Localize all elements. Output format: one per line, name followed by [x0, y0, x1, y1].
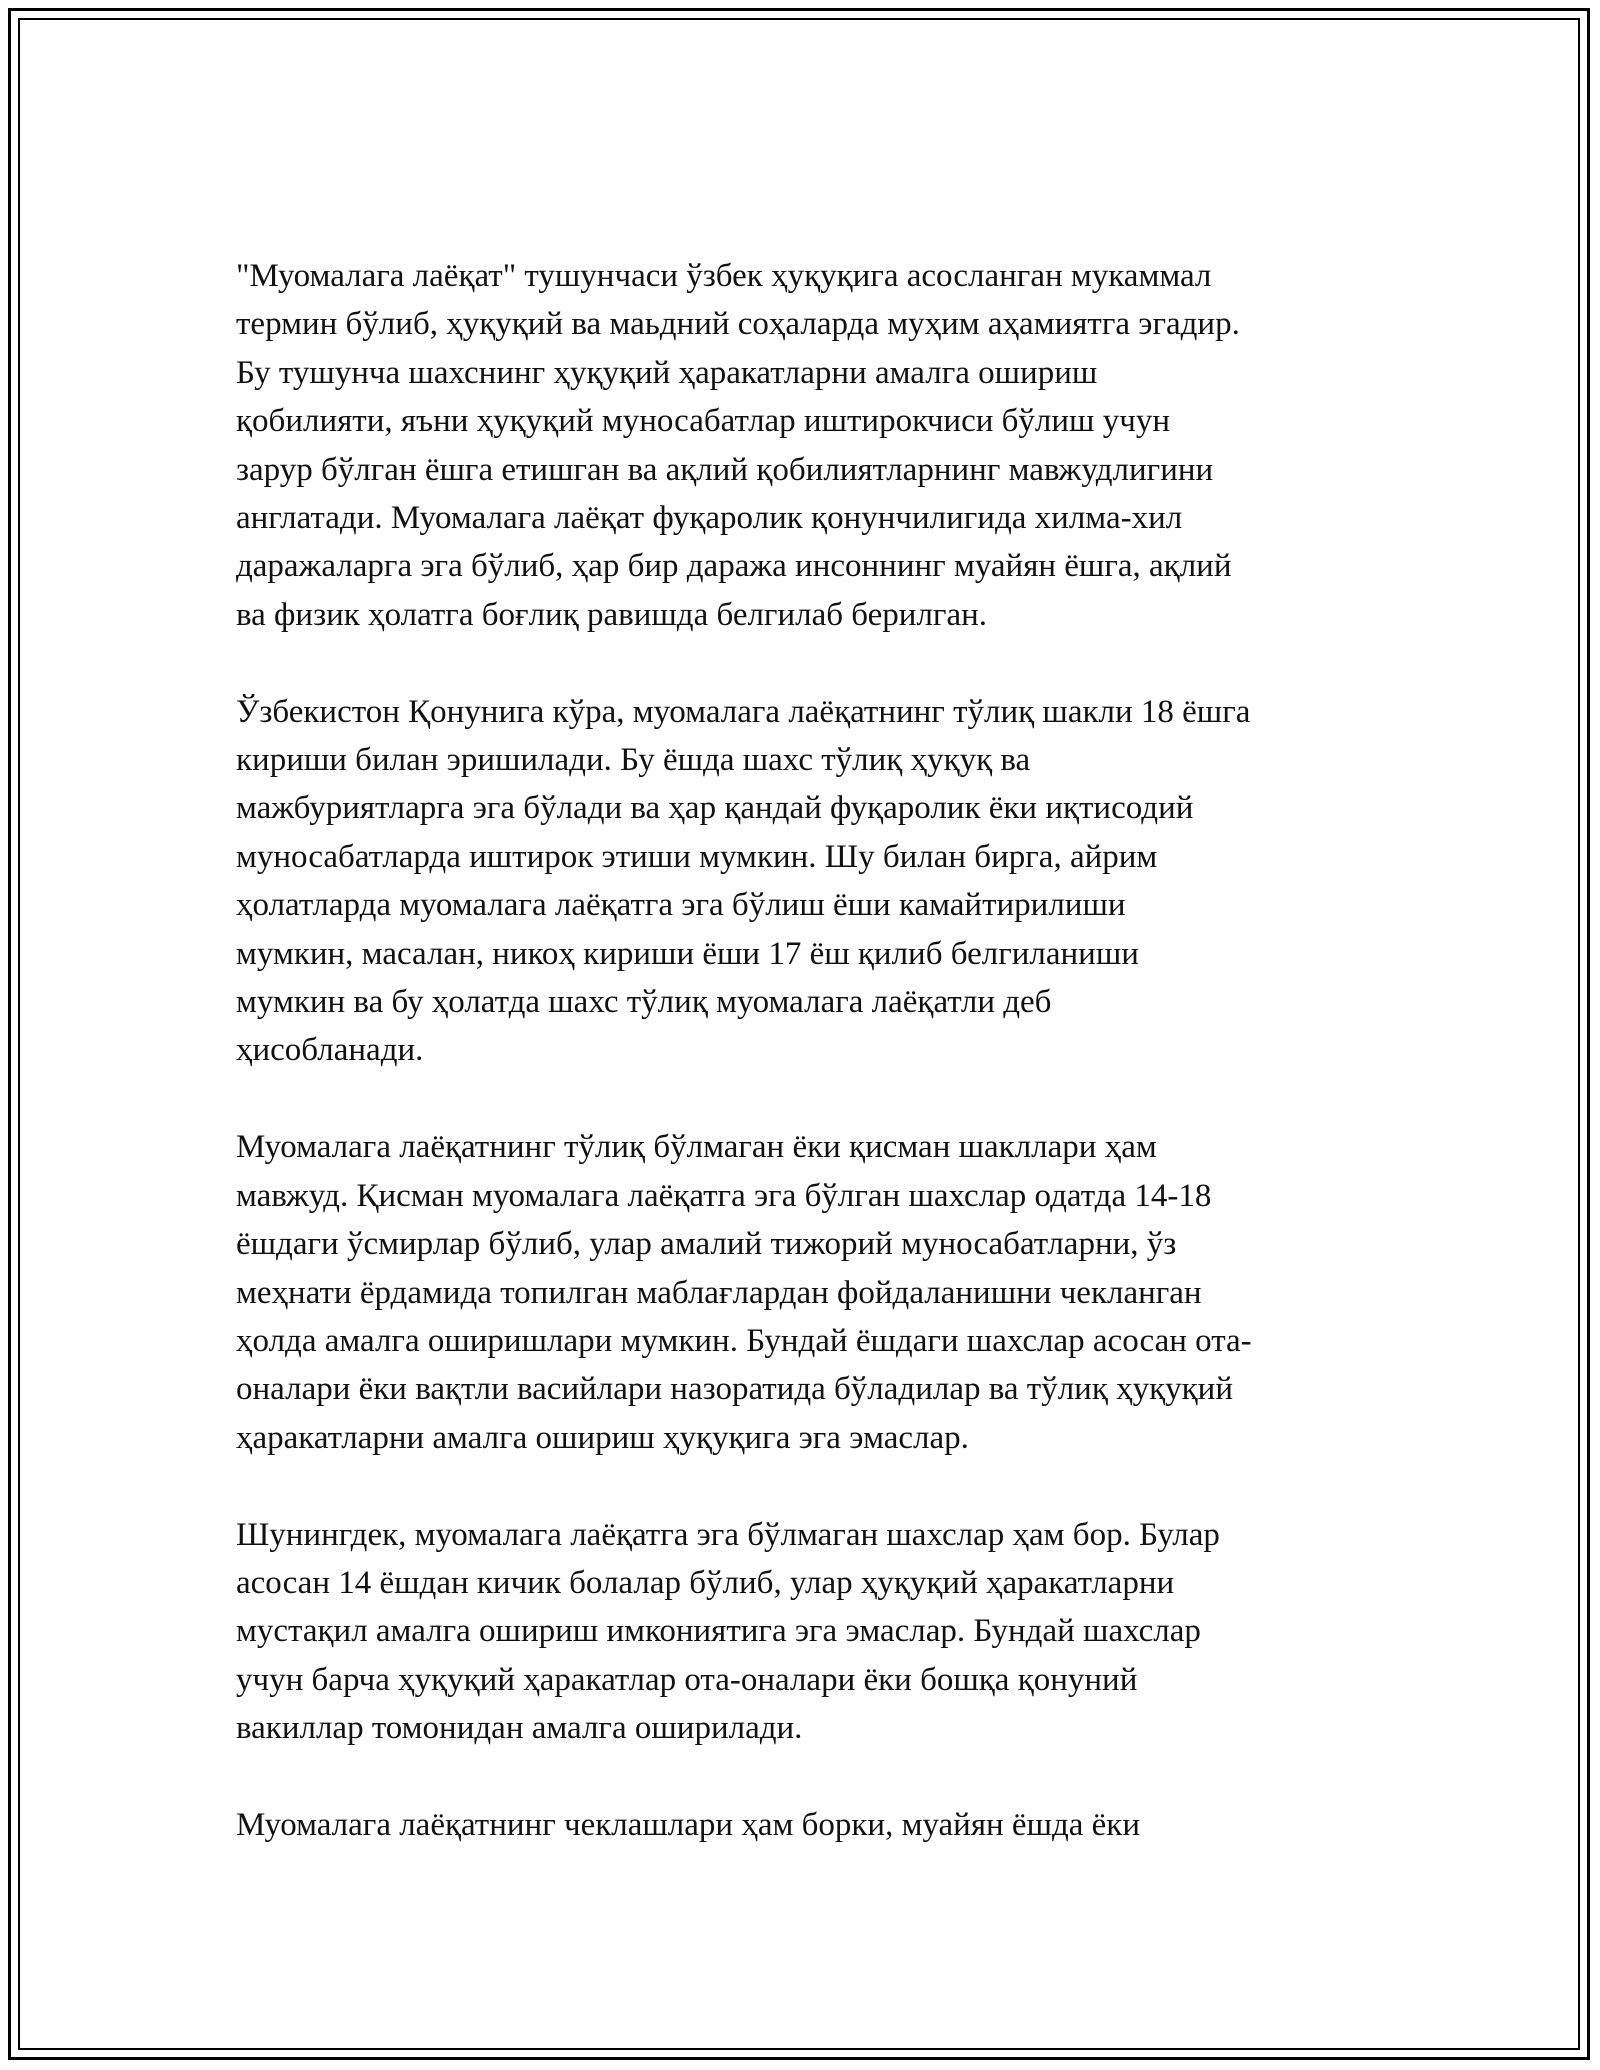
text-line: учун барча ҳуқуқий ҳаракатлар ота-оналари ёки бошқа қонуний — [236, 1661, 1138, 1698]
text-line: ва физик ҳолатга боғлиқ равишда белгилаб берилган. — [236, 596, 988, 633]
paragraph-1 — [236, 252, 1376, 639]
text-line: оналари ёки вақтли васийлари назоратида бўладилар ва тўлиқ ҳуқуқий — [236, 1371, 1233, 1408]
text-line: ёшдаги ўсмирлар бўлиб, улар амалий тижорий муносабатларни, ўз — [236, 1226, 1177, 1263]
text-line: Муомалага лаёқатнинг чеклашлари ҳам борки, муайян ёшда ёки — [236, 1806, 1141, 1843]
text-line: мажбуриятларга эга бўлади ва ҳар қандай фуқаролик ёки иқтисодий — [236, 790, 1194, 827]
paragraph-4 — [236, 1511, 1376, 1753]
text-line: мавжуд. Қисман муомалага лаёқатга эга бўлган шахслар одатда 14-18 — [236, 1177, 1212, 1214]
text-line: вакиллар томонидан амалга оширилади. — [236, 1710, 803, 1747]
text-line: зарур бўлган ёшга етишган ва ақлий қобилиятларнинг мавжудлигини — [236, 451, 1214, 488]
text-line: мумкин ва бу ҳолатда шахс тўлиқ муомалага лаёқатли деб — [236, 984, 1052, 1021]
text-line: кириши билан эришилади. Бу ёшда шахс тўлиқ ҳуқуқ ва — [236, 742, 1031, 779]
text-line: ҳисобланади. — [236, 1032, 424, 1069]
text-line: термин бўлиб, ҳуқуқий ва маьдний соҳаларда муҳим аҳамиятга эгадир. — [236, 306, 1240, 343]
text-line: қобилияти, яъни ҳуқуқий муносабатлар иштирокчиси бўлиш учун — [236, 403, 1170, 440]
text-line: Бу тушунча шахснинг ҳуқуқий ҳаракатларни амалга ошириш — [236, 354, 1098, 391]
text-line: мустақил амалга ошириш имкониятига эга эмаслар. Бундай шахслар — [236, 1613, 1201, 1650]
text-line: меҳнати ёрдамида топилган маблағлардан фойдаланишни чекланган — [236, 1274, 1202, 1311]
text-line: ҳолатларда муомалага лаёқатга эга бўлиш ёши камайтирилиши — [236, 887, 1126, 924]
paragraph-5 — [236, 1801, 1376, 1849]
text-line: муносабатларда иштирок этиши мумкин. Шу билан бирга, айрим — [236, 838, 1158, 875]
text-line: Муомалага лаёқатнинг тўлиқ бўлмаган ёки қисман шакллари ҳам — [236, 1129, 1157, 1166]
document-body — [236, 252, 1376, 1898]
text-line: даражаларга эга бўлиб, ҳар бир даража инсоннинг муайян ёшга, ақлий — [236, 548, 1232, 585]
text-line: мумкин, масалан, никоҳ кириши ёши 17 ёш қилиб белгиланиши — [236, 935, 1139, 972]
paragraph-3 — [236, 1123, 1376, 1462]
text-line: "Муомалага лаёқат" тушунчаси ўзбек ҳуқуқига асосланган мукаммал — [236, 258, 1212, 294]
text-line: Шунингдек, муомалага лаёқатга эга бўлмаган шахслар ҳам бор. Булар — [236, 1516, 1220, 1553]
text-line: англатади. Муомалага лаёқат фуқаролик қонунчилигида хилма-хил — [236, 500, 1183, 537]
text-line: Ўзбекистон Қонунига кўра, муомалага лаёқатнинг тўлиқ шакли 18 ёшга — [236, 693, 1251, 730]
text-line: асосан 14 ёшдан кичик болалар бўлиб, улар ҳуқуқий ҳаракатларни — [236, 1564, 1175, 1601]
text-line: ҳолда амалга оширишлари мумкин. Бундай ёшдаги шахслар асосан ота- — [236, 1322, 1252, 1359]
text-line: ҳаракатларни амалга ошириш ҳуқуқига эга эмаслар. — [236, 1419, 969, 1456]
paragraph-2 — [236, 688, 1376, 1075]
